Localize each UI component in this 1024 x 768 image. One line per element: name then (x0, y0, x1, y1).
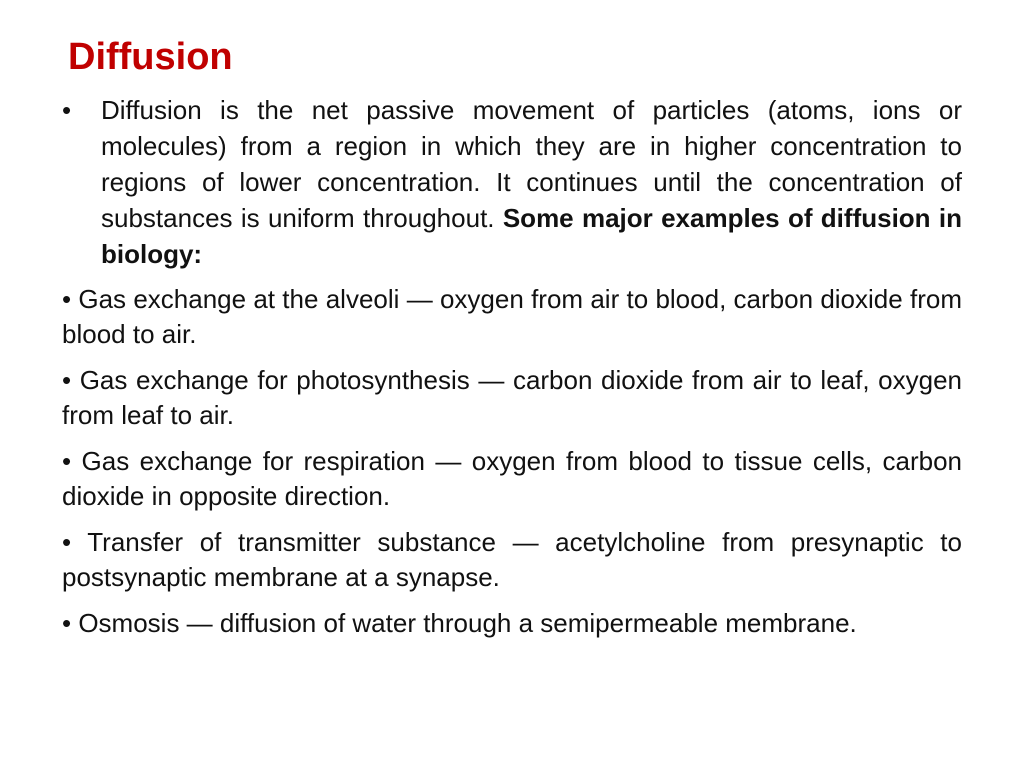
intro-paragraph (62, 92, 962, 272)
intro-text: Diffusion is the net passive movement of particles (atoms, ions or molecules) from a region in which they are in higher concentration to regions of lower concentration. It continues until the concentration of substances is uniform throughout. (101, 95, 962, 233)
examples-list (62, 282, 962, 652)
example-item-alveoli: • Gas exchange at the alveoli — oxygen from air to blood, carbon dioxide from blood to air. (62, 284, 962, 349)
intro-bold-text: Some major examples of diffusion in biology: (101, 203, 962, 269)
slide-title: Diffusion (68, 36, 233, 78)
example-item-respiration: • Gas exchange for respiration — oxygen from blood to tissue cells, carbon dioxide in opposite direction. (62, 446, 962, 511)
example-item-synapse: • Transfer of transmitter substance — acetylcholine from presynaptic to postsynaptic membrane at a synapse. (62, 527, 962, 592)
example-item-osmosis: • Osmosis — diffusion of water through a semipermeable membrane. (62, 608, 857, 638)
bullet-marker: • (62, 95, 72, 125)
example-item-photosynthesis: • Gas exchange for photosynthesis — carbon dioxide from air to leaf, oxygen from leaf to air. (62, 365, 962, 430)
intro-text-block (101, 92, 962, 272)
